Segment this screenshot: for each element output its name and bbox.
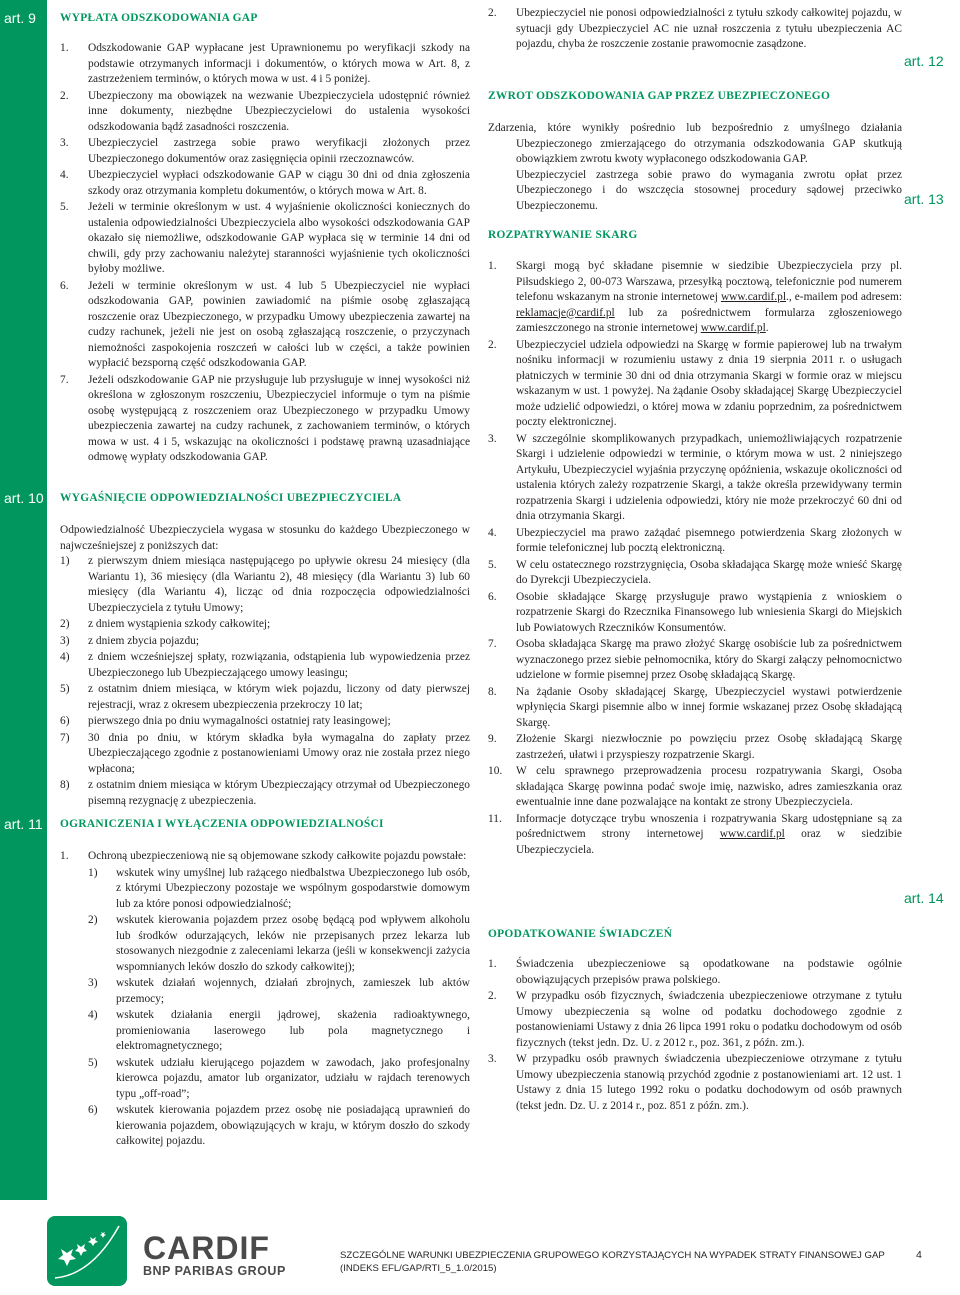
section-title-art11: OGRANICZENIA I WYŁĄCZENIA ODPOWIEDZIALNOŚCI: [60, 818, 384, 830]
item-text: z pierwszym dniem miesiąca następującego po upływie okresu 24 miesięcy (dla Wariantu 1), 36 miesięcy (dla Wariantu 2), 48 miesięcy (dla Wariantu 3) lub 60 miesięcy (dla Wariantu 4), licząc od dnia rozpoczęcia odpowiedzialności Ubezpieczyciela z tytułu Umowy;: [88, 555, 470, 614]
page-number: 4: [916, 1249, 922, 1261]
list-item: [60, 373, 470, 466]
text-part: lub za pośrednictwem formularza zgłoszeniowego zamieszczonego na stronie internetowej: [516, 306, 902, 334]
art11-item-1: [60, 849, 470, 865]
art10-intro: Odpowiedzialność Ubezpieczyciela wygasa w stosunku do każdego Ubezpieczonego w najwcześniejszej z poniższych dat:: [60, 524, 470, 552]
item-number: 6): [60, 715, 70, 727]
list-item: [60, 617, 470, 633]
item-text: z dniem zbycia pojazdu;: [88, 634, 200, 647]
margin-label-art10: art. 10: [4, 490, 44, 506]
item-text: W celu sprawnego przeprowadzenia procesu rozpatrywania Skargi, Osoba składająca Skargę powinna podać swoje imię, nazwisko, adres zamieszkania oraz ewentualnie inne dane pozwalające na kontakt ze strony Ubezpieczyciela.: [516, 765, 902, 808]
item-number: 4): [88, 1009, 98, 1021]
list-item: [88, 976, 470, 1007]
item-number: 1): [60, 555, 70, 567]
bnp-stars-logo-icon: [47, 1216, 127, 1286]
text-part: ., e-mailem pod adresem:: [786, 291, 902, 303]
list-item: [60, 279, 470, 372]
item-number: 1): [88, 866, 98, 879]
item-number: 2.: [488, 990, 497, 1002]
cardif-logo: CARDIF: [143, 1230, 270, 1266]
item-number: 11.: [488, 812, 502, 825]
item-text: W szczególnie skomplikowanych przypadkach, uniemożliwiających rozpatrzenie Skargi i udzielenie odpowiedzi w terminie, o którym mowa w ust. 2 niniejszego Artykułu, Ubezpieczyciel wyjaśnia przyczynę opóźnienia, wskazuje okoliczności od ustalenia których zależy rozpatrzenie Skargi, a także określa przewidywany termin rozpatrzenia Skargi i udzielenia odpowiedzi, który nie może przekroczyć 60 dni od dnia otrzymania Skargi.: [516, 432, 902, 522]
item-text: W celu ostatecznego rozstrzygnięcia, Osoba składająca Skargę może wnieść Skargę do Dyrekcji Ubezpieczyciela.: [516, 558, 902, 586]
list-item: [488, 526, 902, 557]
list-item: [60, 41, 470, 88]
item-number: 1.: [60, 42, 69, 54]
item-text: Złożenie Skargi niezwłocznie po powzięciu przez Osobę składającą Skargę zastrzeżeń, ułatwi i przyspieszy rozpatrzenie Skargi.: [516, 733, 902, 761]
text-part: Informacje dotyczące trybu wnoszenia i rozpatrywania Skarg udostępniane są za pośrednictwem strony internetowej: [516, 812, 902, 840]
list-item: [88, 1103, 470, 1150]
list-item: [60, 682, 470, 713]
list-item: [488, 957, 902, 988]
list-item: [488, 1052, 902, 1114]
section-title-art13: ROZPATRYWANIE SKARG: [488, 229, 638, 241]
list-item: [60, 778, 470, 809]
bnp-paribas-group-label: BNP PARIBAS GROUP: [143, 1264, 286, 1278]
art11-body: [60, 849, 470, 1151]
margin-label-art11: art. 11: [4, 816, 43, 832]
art10-list: [60, 554, 470, 809]
item-number: 10.: [488, 765, 503, 777]
item-text: Na żądanie Osoby składającej Skargę, Ubezpieczyciel wystawi potwierdzenie wpłynięcia Skargi pisemnie albo w innej formie wskazanej przez Osobę składającą Skargę.: [516, 685, 902, 729]
margin-label-art13: art. 13: [904, 191, 944, 207]
item-text: Ubezpieczyciel zastrzega sobie prawo weryfikacji złożonych przez Ubezpieczonego dokumentów oraz zasięgnięcia opinii rzeczoznawców.: [88, 137, 470, 165]
list-item: [60, 168, 470, 199]
item-number: 5): [88, 1056, 98, 1069]
art12-paragraph-2: Ubezpieczyciel zastrzega sobie prawo do wymagania zwrotu opłat przez Ubezpieczonego i do wszczęcia stosownej procedury sądowej przeciwko Ubezpieczonemu.: [516, 168, 902, 212]
item-number: 2.: [488, 338, 497, 351]
item-text: Ochroną ubezpieczeniową nie są objemowane szkody całkowite pojazdu powstałe:: [88, 850, 467, 862]
list-item: [88, 866, 470, 913]
art14-list: [488, 957, 902, 1115]
list-item: [488, 558, 902, 589]
list-item: [60, 650, 470, 681]
list-item: [488, 732, 902, 763]
item-text: wskutek kierowania pojazdem przez osobę nie posiadającą uprawnień do kierowania pojazdem, obowiązujących w kraju, w którym doszło do szkody całkowitej pojazdu.: [116, 1104, 470, 1147]
item-text: [516, 259, 902, 337]
item-number: 8.: [488, 685, 497, 698]
list-item: [60, 136, 470, 167]
list-item: [60, 554, 470, 616]
link-complaints-email[interactable]: reklamacje@cardif.pl: [516, 306, 615, 319]
item-number: 2.: [60, 89, 69, 102]
item-text: Ubezpieczyciel wypłaci odszkodowanie GAP w ciągu 30 dni od dnia zgłoszenia szkody oraz otrzymania kompletu dokumentów, o których mowa w Art. 8.: [88, 169, 470, 197]
item-text: Jeżeli odszkodowanie GAP nie przysługuje lub przysługuje w innej wysokości niż określona w zgłoszonym roszczeniu, Ubezpieczyciel informuje o tym na piśmie osobę występującą z roszczeniem oraz Ubezpieczonego w przypadku Umowy ubezpieczenia zawartej na cudzy rachunek, z zachowaniem terminów, o których mowa w ust. 4 i 5, wskazując na okoliczności i podstawę prawną uzasadniające odmowę wypłaty odszkodowania GAP.: [88, 373, 470, 463]
item-text: Odszkodowanie GAP wypłacane jest Uprawnionemu po weryfikacji szkody na podstawie otrzymanych informacji i dokumentów, o których mowa w Art. 8, z zastrzeżeniem terminów, o których mowa w ust. 4 i 5 poniżej.: [88, 42, 470, 85]
list-item: [88, 913, 470, 975]
art13-body: [488, 259, 902, 859]
item-text: W przypadku osób prawnych świadczenia ubezpieczeniowe otrzymane z tytułu Umowy ubezpieczenia stanowią przychód zgodnie z postanowieniami art. 12 ust. 1 Ustawy z dnia 15 lutego 1992 roku o podatku dochodowym od osób prawnych (tekst jedn. Dz. U. z 2014 r., poz. 851 z późn. zm.).: [516, 1053, 902, 1112]
item-number: 9.: [488, 733, 497, 745]
item-number: 3.: [488, 1053, 497, 1065]
item-text: Osoba składająca Skargę ma prawo złożyć Skargę osobiście lub za pośrednictwem wyznaczonego przez siebie pełnomocnika, który do Skargi załączy pełnomocnictwo udzielone w formie pisemnej przez Osobę składającą Skargę.: [516, 638, 902, 681]
link-cardif-website-3[interactable]: www.cardif.pl: [719, 828, 785, 840]
item-text: [516, 812, 902, 859]
footer-document-info: [340, 1249, 900, 1275]
margin-label-art12: art. 12: [904, 53, 944, 69]
list-item: [488, 764, 902, 811]
item-number: 5.: [488, 558, 497, 571]
item-number: 7.: [60, 373, 69, 386]
item-number: 1.: [488, 260, 497, 272]
art11-sublist: [88, 866, 470, 1150]
list-item: [60, 634, 470, 650]
footer-doc-index: (INDEKS EFL/GAP/RTI_5_1.0/2015): [340, 1263, 497, 1274]
item-number: 3): [88, 977, 98, 989]
item-number: 5): [60, 683, 70, 695]
section-title-art10: WYGAŚNIĘCIE ODPOWIEDZIALNOŚCI UBEZPIECZYCIELA: [60, 492, 402, 504]
list-item: [488, 989, 902, 1051]
list-item: [488, 590, 902, 637]
art12-body: [488, 121, 902, 214]
link-cardif-website[interactable]: www.cardif.pl: [720, 291, 786, 303]
text-part: .: [765, 322, 769, 334]
item-text: z ostatnim dniem miesiąca w którym Ubezpieczający otrzymał od Ubezpieczonego pisemną rezygnację z ubezpieczenia.: [88, 779, 470, 807]
text-part: oraz w siedzibie Ubezpieczyciela.: [516, 828, 902, 856]
list-item: [60, 714, 470, 730]
item-number: 8): [60, 779, 70, 791]
text-part: Skargi mogą być składane pisemnie w siedzibie Ubezpieczyciela przy pl. Piłsudskiego 2, 00-073 Warszawa, przesyłką pocztową, telefonicznie pod numerem telefonu wskazanym na stronie internetowej: [516, 260, 902, 303]
section-title-art12: ZWROT ODSZKODOWANIA GAP PRZEZ UBEZPIECZONEGO: [488, 90, 831, 102]
list-item: [488, 338, 902, 431]
margin-label-art14: art. 14: [904, 890, 944, 906]
item-number: 2): [88, 914, 98, 926]
art9-list: [60, 41, 470, 467]
item-text: wskutek winy umyślnej lub rażącego niedbalstwa Ubezpieczonego lub osób, z którymi Ubezpieczony pozostaje we wspólnym gospodarstwie domowym lub za które ponosi odpowiedzialność;: [116, 866, 470, 910]
item-text: wskutek działań wojennych, działań zbrojnych, zamieszek lub aktów przemocy;: [116, 977, 470, 1005]
list-item: [88, 1056, 470, 1103]
item-number: 3): [60, 634, 70, 647]
item-number: 6): [88, 1104, 98, 1116]
item-text: Jeżeli w terminie określonym w ust. 4 wyjaśnienie okoliczności koniecznych do ustalenia odpowiedzialności Ubezpieczyciela albo wysokości odszkodowania GAP okazało się niemożliwe, odszkodowanie GAP wypłaca się w terminie 14 dni od chwili, gdy przy zachowaniu należytej staranności wyjaśnienie tych okoliczności byłoby możliwe.: [88, 201, 470, 275]
list-item: [60, 200, 470, 278]
item-text: W przypadku osób fizycznych, świadczenia ubezpieczeniowe otrzymane z tytułu Umowy ubezpieczenia są wolne od podatku dochodowego zgodnie z postanowieniami Ustawy z dnia 26 lipca 1991 roku o podatku dochodowym od osób fizycznych (tekst jedn. Dz. U. z 2012 r., poz. 361, z późn. zm.).: [516, 990, 902, 1049]
art10-body: [60, 523, 470, 810]
item-number: 2.: [488, 7, 497, 19]
item-text: Ubezpieczyciel ma prawo zażądać pisemnego potwierdzenia Skarg złożonych w formie telefonicznej lub pocztą elektroniczną.: [516, 526, 902, 554]
item-text: Osobie składające Skargę przysługuje prawo wystąpienia z wnioskiem o rozpatrzenie Skargi do Rzecznika Finansowego lub wniesienia Skargi do Miejskich lub Powiatowych Rzeczników Konsumentów.: [516, 590, 902, 634]
footer-doc-title: SZCZEGÓLNE WARUNKI UBEZPIECZENIA GRUPOWEGO KORZYSTAJĄCYCH NA WYPADEK STRATY FINANSOWEJ GAP: [340, 1250, 885, 1261]
item-text: Jeżeli w terminie określonym w ust. 4 lub 5 Ubezpieczyciel nie wypłaci odszkodowania GAP, powinien zawiadomić na piśmie osobę zgłaszającą roszczenie oraz Ubezpieczonego, w przypadku Umowy ubezpieczenia zawartej na cudzy rachunek, jeżeli nie jest on osobą zgłaszającą roszczenie, o przyczynach niemożności zaspokojenia roszczeń w całości lub w części, a także powinien wypłacić bezsporną część odszkodowania GAP.: [88, 279, 470, 369]
item-number: 4): [60, 651, 70, 663]
art13-list: [488, 338, 902, 811]
art12-paragraph-1: Zdarzenia, które wynikły pośrednio lub bezpośrednio z umyślnego działania Ubezpieczonego zmierzającego do otrzymania odszkodowania GAP skutkują obowiązkiem zwrotu kwoty wypłaconego odszkodowania GAP.: [488, 122, 902, 165]
item-text: z dniem wcześniejszej spłaty, rozwiązania, odstąpienia lub wypowiedzenia przez Ubezpieczonego lub Ubezpieczającego umowy leasingu;: [88, 651, 470, 679]
list-item: [60, 731, 470, 778]
item-text: z ostatnim dniem miesiąca, w którym wiek pojazdu, liczony od daty pierwszej rejestracji, wraz z okresem ubezpieczenia przekroczy 10 lat;: [88, 683, 470, 711]
item-number: 6.: [488, 590, 497, 603]
item-number: 1.: [488, 958, 497, 970]
section-title-art14: OPODATKOWANIE ŚWIADCZEŃ: [488, 928, 673, 940]
item-number: 5.: [60, 201, 69, 213]
link-cardif-website-2[interactable]: www.cardif.pl: [700, 322, 766, 334]
item-number: 6.: [60, 279, 69, 292]
item-text: wskutek działania energii jądrowej, skażenia radioaktywnego, promieniowania laserowego lub pola magnetycznego i elektromagnetycznego;: [116, 1009, 470, 1052]
item-number: 1.: [60, 850, 69, 862]
item-number: 2): [60, 618, 70, 630]
item-text: pierwszego dnia po dniu wymagalności ostatniej raty leasingowej;: [88, 715, 391, 727]
art11-continued-list: [488, 6, 902, 54]
list-item: [60, 89, 470, 136]
item-text: wskutek udziału kierującego pojazdem w zawodach, jako profesjonalny kierowca pojazdu, amator lub organizator, udziału w rajdach terenowych typu „off-road”;: [116, 1056, 470, 1100]
left-margin-bar: [0, 0, 47, 1200]
art13-item-1: [488, 259, 902, 337]
item-text: z dniem wystąpienia szkody całkowitej;: [88, 618, 271, 630]
item-number: 3.: [60, 137, 69, 149]
item-number: 7.: [488, 638, 497, 650]
list-item: [488, 432, 902, 525]
item-text: wskutek kierowania pojazdem przez osobę będącą pod wpływem alkoholu lub środków odurzających, leków nie przepisanych przez lekarza lub stosowanych niezgodnie z zaleceniami lekarza (jeśli w konsekwencji zażycia wspomnianych leków doszło do szkody całkowitej);: [116, 914, 470, 973]
item-text: Świadczenia ubezpieczeniowe są opodatkowane na podstawie ogólnie obowiązujących przepisów prawa polskiego.: [516, 958, 902, 986]
item-text: 30 dnia po dniu, w którym składka była wymagalna do zapłaty przez Ubezpieczającego zgodnie z postanowieniami Umowy oraz nie została przez niego wpłacona;: [88, 731, 470, 775]
item-text: Ubezpieczyciel udziela odpowiedzi na Skargę w formie papierowej lub na trwałym nośniku informacji w rozumieniu ustawy z dnia 19 sierpnia 2011 r. o usługach płatniczych w terminie 30 dni od dnia otrzymania Skargi w formie oraz w miejscu wskazanym w ust. 1 powyżej. Na żądanie Osoby składającej Skargę Ubezpieczyciel może udzielić odpowiedzi, o której mowa w zdaniu poprzednim, za pośrednictwem poczty elektronicznej.: [516, 338, 902, 428]
list-item: [488, 637, 902, 684]
list-item: [88, 1008, 470, 1055]
item-number: 7): [60, 731, 70, 744]
list-item: [488, 685, 902, 732]
item-text: Ubezpieczyciel nie ponosi odpowiedzialności z tytułu szkody całkowitej pojazdu, w sytuacji gdy Ubezpieczyciel AC nie uznał roszczenia z tytułu ubezpieczenia AC pojazdu, chyba że roszczenie zostanie prawomocnie zasądzone.: [516, 7, 902, 50]
item-number: 4.: [488, 526, 497, 539]
item-text: Ubezpieczony ma obowiązek na wezwanie Ubezpieczyciela udostępnić również inne dokumenty, niezbędne Ubezpieczycielowi do ustalenia wysokości odszkodowania bądź zasadności roszczenia.: [88, 89, 470, 133]
item-number: 4.: [60, 169, 69, 181]
list-item: [488, 6, 902, 53]
margin-label-art9: art. 9: [4, 10, 36, 26]
art13-item-11: [488, 812, 902, 859]
item-number: 3.: [488, 432, 497, 445]
section-title-art9: WYPŁATA ODSZKODOWANIA GAP: [60, 12, 258, 24]
